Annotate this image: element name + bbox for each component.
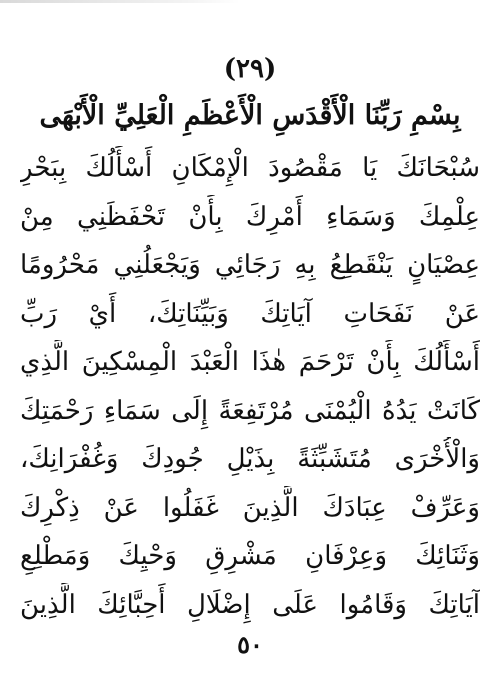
text-line: وَعَرِّفْ عِبَادَكَ الَّذِينَ غَفَلُوا عَنْ ذِكْرِكَ bbox=[20, 492, 480, 523]
text-line: عَنْ نَفَحَاتِ آيَاتِكَ وَبَيِّنَاتِكَ، أَيْ رَبِّ bbox=[20, 298, 480, 329]
text-line: عِصْيَانٍ يَنْقَطِعُ بِهِ رَجَائِي وَيَجْعَلُنِي مَحْرُومًا bbox=[20, 250, 480, 280]
text-line: آيَاتِكَ وَقَامُوا عَلَى إِضْلَالِ أَحِبَّائِكَ الَّذِينَ bbox=[20, 589, 480, 620]
page-number: ٥٠ bbox=[237, 630, 263, 659]
text-line: وَثَنَائِكَ وَعِرْفَانِ مَشْرِقِ وَحْيِكَ وَمَطْلِعِ bbox=[20, 541, 480, 571]
prayer-number: (٢٩) bbox=[223, 54, 277, 84]
invocation-heading: بِسْمِ رَبِّنَا الْأَقْدَسِ الْأَعْظَمِ الْعَلِيِّ الْأَبْهَى bbox=[39, 100, 461, 131]
text-line: عِلْمِكَ وَسَمَاءِ أَمْرِكَ بِأَنْ تَحْفَظَنِي مِنْ bbox=[20, 201, 480, 232]
scan-edge-shadow bbox=[0, 0, 240, 3]
text-line: كَانَتْ يَدُهُ الْيُمْنَى مُرْتَفِعَةً إِلَى سَمَاءِ رَحْمَتِكَ bbox=[20, 395, 480, 426]
prayer-text bbox=[20, 146, 480, 631]
text-line: سُبْحَانَكَ يَا مَقْصُودَ الْإِمْكَانِ أَسْأَلُكَ بِبَحْرِ bbox=[20, 153, 480, 183]
text-line: وَالْأُخْرَى مُتَشَبِّثَةً بِذَيْلِ جُودِكَ وَغُفْرَانِكَ، bbox=[20, 444, 480, 474]
text-line: أَسْأَلُكَ بِأَنْ تَرْحَمَ هٰذَا الْعَبْدَ الْمِسْكِينَ الَّذِي bbox=[20, 347, 480, 377]
